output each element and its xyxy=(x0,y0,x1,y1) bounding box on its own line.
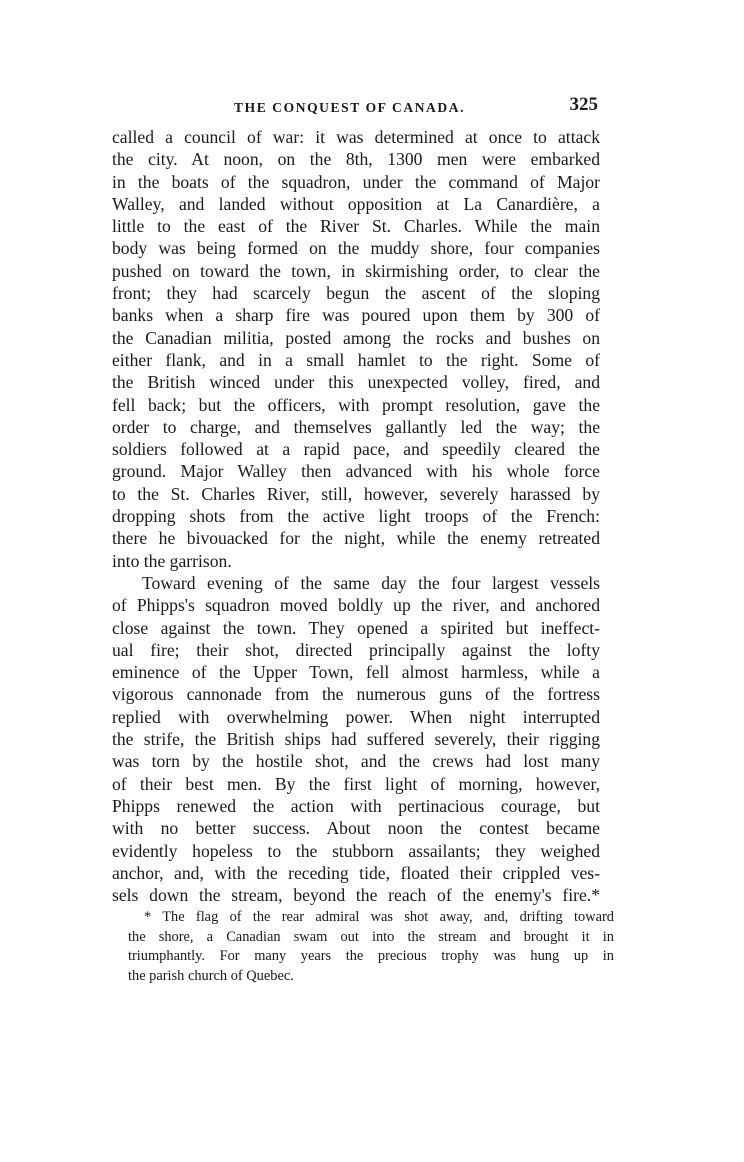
text-line: ground. Major Walley then advanced with his whole force xyxy=(112,461,600,482)
text-line: the strife, the British ships had suffered severely, their rigging xyxy=(112,729,600,750)
text-line: evidently hopeless to the stubborn assailants; they weighed xyxy=(112,840,600,861)
text-line-paragraph-end: into the garrison. xyxy=(112,550,232,571)
text-line: fell back; but the officers, with prompt resolution, gave the xyxy=(112,394,600,415)
page-header xyxy=(110,94,610,120)
text-line: called a council of war: it was determined at once to attack xyxy=(112,127,600,147)
text-line: order to charge, and themselves gallantly led the way; the xyxy=(112,416,600,437)
text-line: anchor, and, with the receding tide, floated their crippled ves- xyxy=(112,862,600,883)
text-line: to the St. Charles River, still, however, severely harassed by xyxy=(112,483,600,504)
text-line: close against the town. They opened a spirited but ineffect- xyxy=(112,617,600,638)
text-line: body was being formed on the muddy shore, four companies xyxy=(112,238,600,259)
footnote-line: triumphantly. For many years the precious trophy was hung up in xyxy=(128,948,614,965)
text-line: Phipps renewed the action with pertinacious courage, but xyxy=(112,795,600,816)
text-line: soldiers followed at a rapid pace, and speedily cleared the xyxy=(112,439,600,460)
text-line-paragraph-start: Toward evening of the same day the four largest vessels xyxy=(142,572,600,593)
footnote-line: * The flag of the rear admiral was shot away, and, drifting toward xyxy=(144,909,614,925)
text-line: the Canadian militia, posted among the rocks and bushes on xyxy=(112,327,600,348)
text-line: with no better success. About noon the contest became xyxy=(112,818,600,839)
running-title: THE CONQUEST OF CANADA. xyxy=(234,100,466,115)
text-line: little to the east of the River St. Charles. While the main xyxy=(112,216,600,237)
text-line: of Phipps's squadron moved boldly up the river, and anchored xyxy=(112,595,600,616)
text-line: dropping shots from the active light troops of the French: xyxy=(112,506,600,527)
text-line: either flank, and in a small hamlet to the right. Some of xyxy=(112,349,600,370)
text-line: vigorous cannonade from the numerous guns of the fortress xyxy=(112,684,600,705)
text-line: sels down the stream, beyond the reach of the enemy's fire.* xyxy=(112,885,600,906)
body-text xyxy=(112,126,600,906)
text-line: was torn by the hostile shot, and the crews had lost many xyxy=(112,751,600,772)
text-line: in the boats of the squadron, under the command of Major xyxy=(112,171,600,192)
text-line: replied with overwhelming power. When night interrupted xyxy=(112,706,600,727)
text-line: banks when a sharp fire was poured upon them by 300 of xyxy=(112,305,600,326)
text-line: there he bivouacked for the night, while the enemy retreated xyxy=(112,528,600,549)
text-line: the British winced under this unexpected volley, fired, and xyxy=(112,372,600,393)
text-line: pushed on toward the town, in skirmishing order, to clear the xyxy=(112,260,600,281)
text-line: front; they had scarcely begun the ascent of the sloping xyxy=(112,283,600,304)
text-line: the city. At noon, on the 8th, 1300 men were embarked xyxy=(112,149,600,170)
footnote xyxy=(128,908,614,986)
page-number: 325 xyxy=(569,94,598,115)
text-line: of their best men. By the first light of morning, however, xyxy=(112,773,600,794)
text-line: Walley, and landed without opposition at La Canardière, a xyxy=(112,193,600,214)
text-line: eminence of the Upper Town, fell almost harmless, while a xyxy=(112,662,600,683)
footnote-line: the parish church of Quebec. xyxy=(128,967,294,984)
text-line: ual fire; their shot, directed principally against the lofty xyxy=(112,639,600,660)
footnote-line: the shore, a Canadian swam out into the stream and brought it in xyxy=(128,928,614,945)
